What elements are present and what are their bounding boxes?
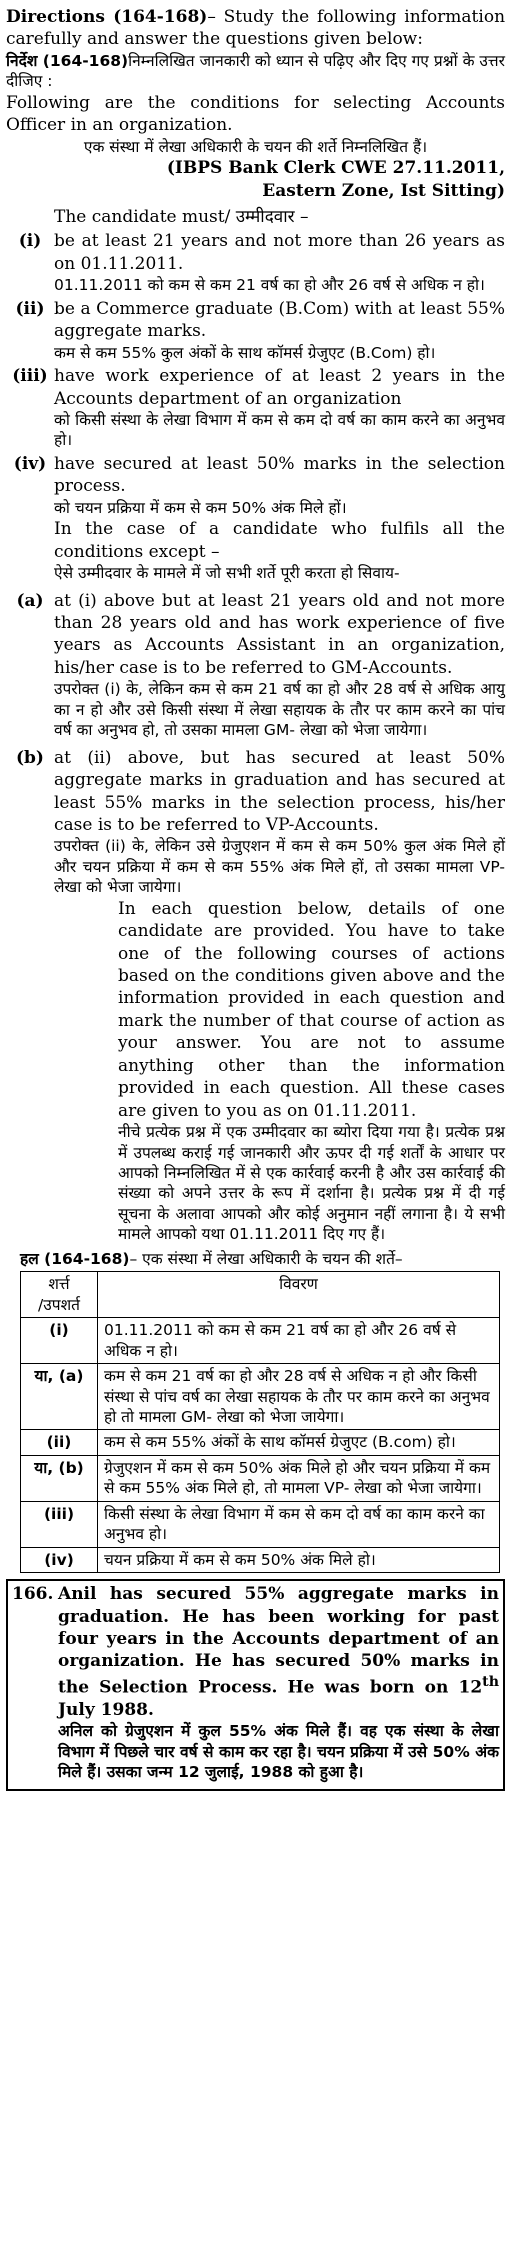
solution-title-text: – एक संस्था में लेखा अधिकारी के चयन की शर्ते– bbox=[129, 1249, 403, 1268]
solution-title bbox=[20, 1249, 505, 1269]
directions-hi-text: निम्नलिखित जानकारी को ध्यान से पढ़िए और दिए गए प्रश्नों के उत्तर दीजिए : bbox=[6, 51, 505, 91]
exception-en: at (ii) above, but has secured at least 50% aggregate marks in graduation and has secured at least 55% marks in the selection process, his/her case is to be referred to VP-Accounts. bbox=[54, 747, 505, 835]
directions-hi-label: निर्देश (164-168) bbox=[6, 51, 129, 70]
conditions-intro-hi: एक संस्था में लेखा अधिकारी के चयन की शर्ते निम्नलिखित हैं। bbox=[83, 137, 428, 156]
condition-item bbox=[6, 298, 505, 363]
instructions-en: In each question below, details of one candidate are provided. You have to take one of the following courses of actions based on the conditions given above and the information provided in each question and mark the number of that course of action as your answer. You are not to assume anything other than the information provided in each question. All these cases are given to you as on 01.11.2011. bbox=[118, 898, 505, 1121]
row-condition: (ii) bbox=[21, 1430, 98, 1455]
exception-item bbox=[6, 747, 505, 898]
directions-hi bbox=[6, 51, 505, 92]
table-header-row bbox=[21, 1272, 500, 1318]
row-condition: (i) bbox=[21, 1318, 98, 1364]
row-description: कम से कम 21 वर्ष का हो और 28 वर्ष से अधिक न हो और किसी संस्था से पांच वर्ष का लेखा सहायक के तौर पर काम करने का अनुभव हो तो मामला GM- लेखा को भेजा जायेगा। bbox=[98, 1364, 500, 1430]
condition-hi: को किसी संस्था के लेखा विभाग में कम से कम दो वर्ष का काम करने का अनुभव हो। bbox=[54, 410, 505, 450]
col-header-condition bbox=[21, 1272, 98, 1318]
row-description: कम से कम 55% अंकों के साथ कॉमर्स ग्रेजुएट (B.com) हो। bbox=[98, 1430, 500, 1455]
question-box bbox=[6, 1579, 505, 1791]
condition-item bbox=[6, 230, 505, 295]
exception-label: (a) bbox=[16, 590, 44, 611]
condition-label: (ii) bbox=[15, 298, 45, 319]
directions-label: Directions (164-168) bbox=[6, 7, 208, 27]
row-description: चयन प्रक्रिया में कम से कम 50% अंक मिले हो। bbox=[98, 1547, 500, 1572]
table-row bbox=[21, 1318, 500, 1364]
question-en bbox=[58, 1583, 499, 1721]
condition-hi: 01.11.2011 को कम से कम 21 वर्ष का हो और 26 वर्ष से अधिक न हो। bbox=[54, 276, 485, 295]
conditions-intro-en: Following are the conditions for selecting Accounts Officer in an organization. bbox=[6, 92, 505, 136]
solution-title-label: हल (164-168) bbox=[20, 1249, 130, 1268]
instructions-hi: नीचे प्रत्येक प्रश्न में एक उम्मीदवार का ब्योरा दिया गया है। प्रत्येक प्रश्न में उपलब्ध कराई गई जानकारी और ऊपर दी गई शर्तों के आधार पर आपको निम्नलिखित में से एक कार्रवाई करनी है और उस कार्रवाई की संख्या को अपने उत्तर के रूप में दर्शाना है। प्रत्येक प्रश्न में दी गई सूचना के अलावा आपको और कोई अनुमान नहीं लगाना है। ये सभी मामले आपको यथा 01.11.2011 दिए गए हैं। bbox=[118, 1123, 505, 1244]
table-row bbox=[21, 1430, 500, 1455]
directions-en: Directions (164-168)– Study the following information carefully and answer the questions given below: bbox=[6, 7, 506, 50]
condition-hi: कम से कम 55% कुल अंकों के साथ कॉमर्स ग्रेजुएट (B.Com) हो। bbox=[54, 343, 436, 362]
exception-intro-hi: ऐसे उम्मीदवार के मामले में जो सभी शर्ते पूरी करता हो सिवाय- bbox=[54, 564, 400, 583]
exception-hi: उपरोक्त (i) के, लेकिन कम से कम 21 वर्ष का हो और 28 वर्ष से अधिक आयु का न हो और उसे किसी संस्था में लेखा सहायक के तौर पर काम करने का पांच वर्ष का अनुभव हो, तो उसका मामला GM- लेखा को भेजा जायेगा। bbox=[54, 680, 505, 740]
condition-en: be at least 21 years and not more than 26 years as on 01.11.2011. bbox=[54, 231, 505, 274]
exception-en: at (i) above but at least 21 years old and not more than 28 years old and has work experience of five years as Accounts Assistant in an organization, his/her case is to be referred to GM-Accounts. bbox=[54, 590, 505, 678]
condition-en: be a Commerce graduate (B.Com) with at least 55% aggregate marks. bbox=[54, 298, 505, 342]
table-row bbox=[21, 1547, 500, 1572]
row-description: किसी संस्था के लेखा विभाग में कम से कम दो वर्ष का काम करने का अनुभव हो। bbox=[98, 1501, 500, 1547]
source-line-1 bbox=[6, 157, 505, 179]
condition-label: (i) bbox=[18, 231, 42, 252]
source-line-2 bbox=[6, 180, 505, 202]
question-en-sup: th bbox=[482, 1673, 499, 1690]
row-description: ग्रेजुएशन में कम से कम 50% अंक मिले हो और चयन प्रक्रिया में कम से कम 55% अंक मिले हो, तो मामला VP- लेखा को भेजा जायेगा। bbox=[98, 1455, 500, 1501]
exception-hi: उपरोक्त (ii) के, लेकिन उसे ग्रेजुएशन में कम से कम 50% कुल अंक मिले हों और चयन प्रक्रिया में कम से कम 55% अंक मिले हों, तो उसका मामला VP- लेखा को भेजा जायेगा। bbox=[54, 837, 505, 897]
row-condition: (iv) bbox=[21, 1547, 98, 1572]
solution-table bbox=[20, 1271, 500, 1573]
row-condition: (iii) bbox=[21, 1501, 98, 1547]
col-header-description: विवरण bbox=[98, 1272, 500, 1318]
row-description: 01.11.2011 को कम से कम 21 वर्ष का हो और 26 वर्ष से अधिक न हो। bbox=[98, 1318, 500, 1364]
condition-en: have secured at least 50% marks in the selection process. bbox=[54, 453, 505, 497]
condition-en: have work experience of at least 2 years in the Accounts department of an organization bbox=[54, 366, 505, 409]
directions-en-text: Study the following information carefully and answer the questions given below: bbox=[6, 7, 506, 50]
candidate-intro: The candidate must/ उम्मीदवार – bbox=[54, 206, 309, 227]
condition-item bbox=[6, 365, 505, 451]
exception-item bbox=[6, 590, 505, 741]
condition-hi: को चयन प्रक्रिया में कम से कम 50% अंक मिले हों। bbox=[54, 498, 347, 517]
source-2: Eastern Zone, Ist Sitting) bbox=[262, 180, 505, 201]
instructions bbox=[118, 898, 505, 1245]
row-condition: या, (a) bbox=[21, 1364, 98, 1430]
condition-item bbox=[6, 453, 505, 584]
question-en-part1: Anil has secured 55% aggregate marks in graduation. He has been working for past four years in the Accounts department of an organization. He has secured 50% marks in the Selection Process. He was born on 12 bbox=[58, 1584, 499, 1698]
question-hi: अनिल को ग्रेजुएशन में कुल 55% अंक मिले हैं। वह एक संस्था के लेखा विभाग में पिछले चार वर्ष से काम कर रहा है। चयन प्रक्रिया में उसे 50% अंक मिले हैं। उसका जन्म 12 जुलाई, 1988 को हुआ है। bbox=[58, 1722, 499, 1782]
exception-intro-en: In the case of a candidate who fulfils all the conditions except – bbox=[54, 519, 505, 562]
col-header-condition-1: शर्त्त bbox=[48, 1275, 70, 1294]
exception-label: (b) bbox=[16, 747, 44, 768]
question-number: 166. bbox=[12, 1584, 54, 1605]
question-en-part2: July 1988. bbox=[58, 1700, 154, 1721]
row-condition: या, (b) bbox=[21, 1455, 98, 1501]
table-row bbox=[21, 1455, 500, 1501]
condition-label: (iv) bbox=[13, 453, 47, 474]
condition-label: (iii) bbox=[12, 366, 48, 387]
col-header-condition-2: /उपशर्त bbox=[38, 1295, 80, 1314]
table-row bbox=[21, 1364, 500, 1430]
source-1: (IBPS Bank Clerk CWE 27.11.2011, bbox=[166, 158, 505, 179]
table-row bbox=[21, 1501, 500, 1547]
